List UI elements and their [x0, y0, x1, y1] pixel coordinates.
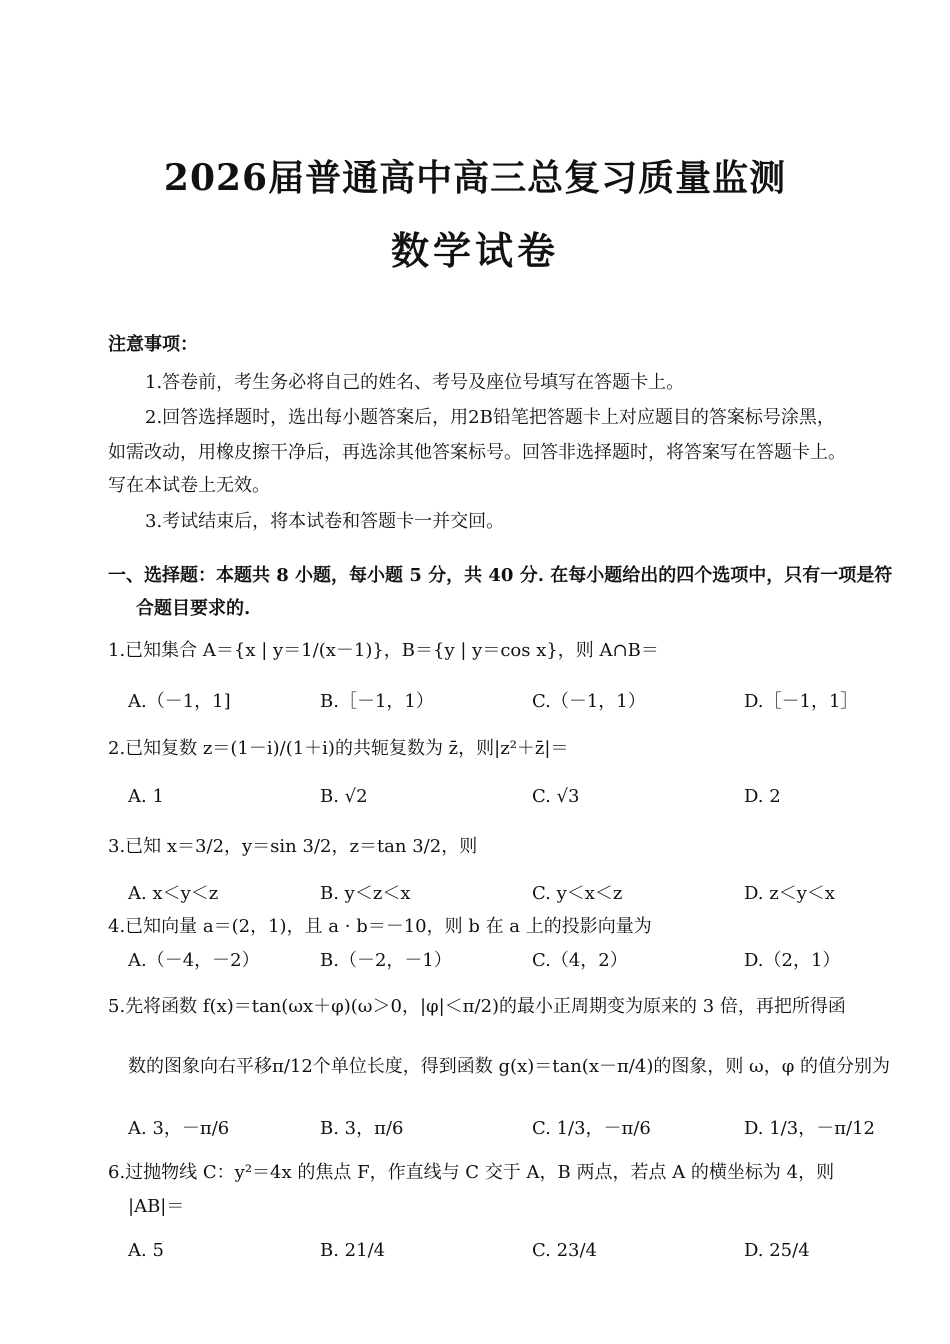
question-4-option-a: A.（－4，－2）	[128, 950, 260, 971]
question-1-option-a: A.（－1，1]	[128, 691, 231, 712]
question-3-stem: 3.已知 x＝3/2，y＝sin 3/2，z＝tan 3/2，则	[108, 836, 478, 857]
question-6-option-b: B. 21/4	[320, 1240, 386, 1261]
note-item-1: 1.答卷前，考生务必将自己的姓名、考号及座位号填写在答题卡上。	[145, 372, 685, 393]
question-4-stem: 4.已知向量 a＝(2，1)，且 a · b＝－10，则 b 在 a 上的投影向量为	[108, 916, 652, 937]
question-4-option-c: C.（4，2）	[532, 950, 628, 971]
question-3-option-b: B. y＜z＜x	[320, 883, 411, 904]
question-5-option-b: B. 3，π/6	[320, 1118, 404, 1139]
question-1-option-d: D.［－1，1］	[744, 691, 859, 712]
note-item-3: 3.考试结束后，将本试卷和答题卡一并交回。	[145, 511, 505, 532]
question-4-option-b: B.（－2，－1）	[320, 950, 452, 971]
question-3-option-d: D. z＜y＜x	[744, 883, 836, 904]
question-6-option-c: C. 23/4	[532, 1240, 597, 1261]
question-1-stem: 1.已知集合 A＝{x | y＝1/(x－1)}，B＝{y | y＝cos x}，则 A∩B＝	[108, 640, 659, 661]
question-5-stem: 5.先将函数 f(x)＝tan(ωx＋φ)(ω＞0，|φ|＜π/2)的最小正周期变为原来的 3 倍，再把所得函	[108, 996, 846, 1017]
question-2-option-c: C. √3	[532, 786, 580, 807]
question-1-option-b: B.［－1，1）	[320, 691, 434, 712]
question-3-option-c: C. y＜x＜z	[532, 883, 623, 904]
question-4-option-d: D.（2，1）	[744, 950, 841, 971]
note-item-2-end: 写在本试卷上无效。	[108, 475, 270, 496]
question-5-stem-cont: 数的图象向右平移π/12个单位长度，得到函数 g(x)＝tan(x－π/4)的图象，则 ω，φ 的值分别为	[128, 1056, 891, 1077]
note-item-2-cont: 如需改动，用橡皮擦干净后，再选涂其他答案标号。回答非选择题时，将答案写在答题卡上。	[108, 442, 846, 463]
section-heading: 一、选择题：本题共 8 小题，每小题 5 分，共 40 分. 在每小题给出的四个选项中，只有一项是符	[108, 565, 893, 586]
question-6-option-d: D. 25/4	[744, 1240, 810, 1261]
section-heading-cont: 合题目要求的.	[136, 598, 251, 619]
question-5-option-a: A. 3，－π/6	[128, 1118, 230, 1139]
question-2-option-b: B. √2	[320, 786, 368, 807]
question-5-option-c: C. 1/3，－π/6	[532, 1118, 651, 1139]
question-6-stem-cont: |AB|＝	[128, 1196, 185, 1217]
question-2-stem: 2.已知复数 z＝(1－i)/(1＋i)的共轭复数为 z̄，则|z²＋z̄|＝	[108, 738, 569, 759]
question-2-option-a: A. 1	[128, 786, 164, 807]
question-5-option-d: D. 1/3，－π/12	[744, 1118, 876, 1139]
question-1-option-c: C.（－1，1）	[532, 691, 646, 712]
question-2-option-d: D. 2	[744, 786, 781, 807]
exam-subtitle: 数学试卷	[390, 228, 559, 273]
question-6-option-a: A. 5	[128, 1240, 164, 1261]
question-6-stem: 6.过抛物线 C：y²＝4x 的焦点 F，作直线与 C 交于 A，B 两点，若点 A 的横坐标为 4，则	[108, 1162, 835, 1183]
note-item-2: 2.回答选择题时，选出每小题答案后，用2B铅笔把答题卡上对应题目的答案标号涂黑，	[145, 407, 835, 428]
question-3-option-a: A. x＜y＜z	[128, 883, 219, 904]
notes-heading: 注意事项：	[108, 334, 198, 355]
exam-title: 2026届普通高中高三总复习质量监测	[163, 157, 787, 199]
